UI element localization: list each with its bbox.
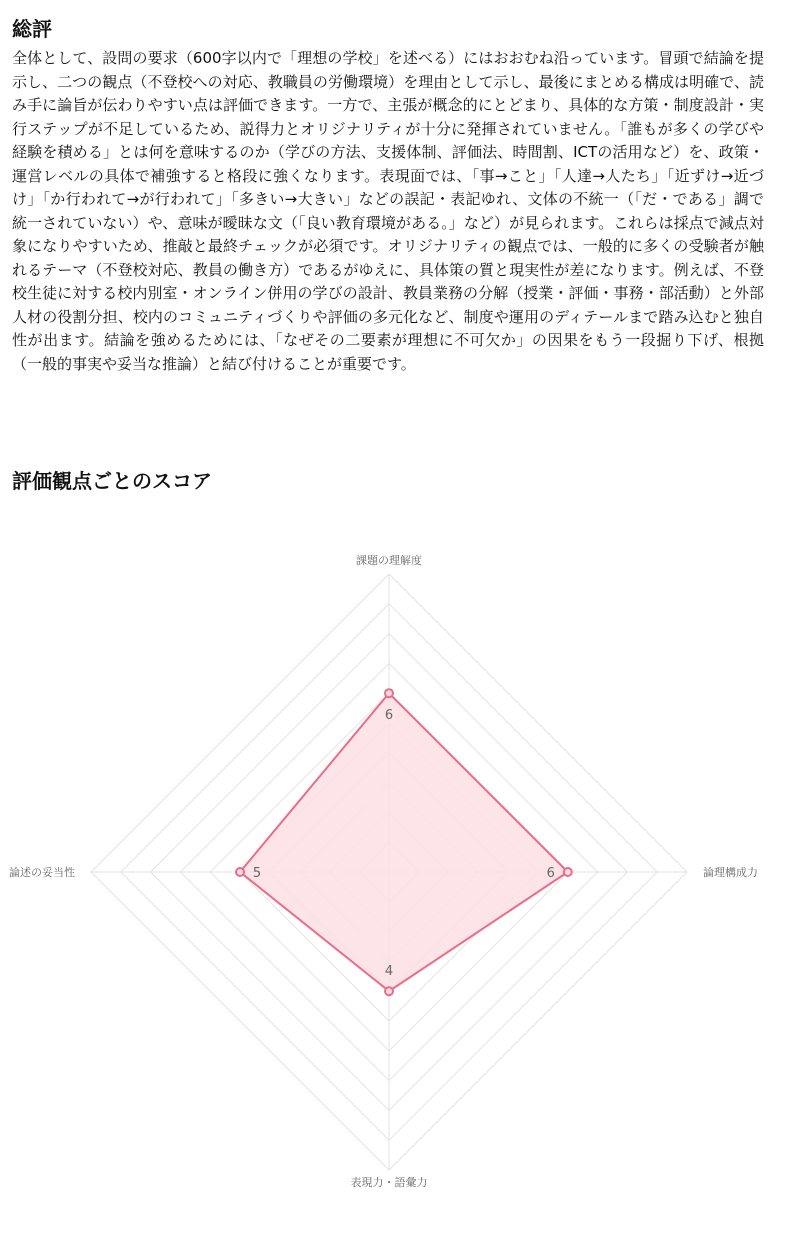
- radar-series-area: [240, 693, 568, 991]
- radar-series: [240, 693, 568, 991]
- summary-section: [12, 14, 764, 376]
- radar-point-top: [385, 689, 393, 697]
- radar-axis-label-bottom: 表現力・語彙力: [350, 1176, 428, 1189]
- radar-chart-svg: [0, 540, 790, 1210]
- radar-axis-label-right: 論理構成力: [703, 866, 758, 879]
- radar-point-bottom: [385, 987, 393, 995]
- radar-chart: [0, 540, 790, 1210]
- radar-point-left: [236, 868, 244, 876]
- radar-value-label-right: 6: [546, 866, 555, 881]
- radar-value-label-top: 6: [384, 708, 394, 724]
- radar-axis-label-top: 課題の理解度: [356, 554, 422, 567]
- score-heading: 評価観点ごとのスコア: [12, 469, 212, 493]
- summary-body: 全体として、設問の要求（600字以内で「理想の学校」を述べる）にはおおむね沿っています。冒頭で結論を提示し、二つの観点（不登校への対応、教職員の労働環境）を理由として示し、最後にまとめる構成は明確で、読み手に論旨が伝わりやすい点は評価できます。一方で、主張が概念的にとどまり、具体的な方策・制度設計・実行ステップが不足しているため、説得力とオリジナリティが十分に発揮されていません。「誰もが多くの学びや経験を積める」とは何を意味するのか（学びの方法、支援体制、評価法、時間割、ICTの活用など）を、政策・運営レベルの具体で補強すると格段に強くなります。表現面では、「事→こと」「人達→人たち」「近ずけ→近づけ」「か行われて→が行われて」「多きい→大きい」などの誤記・表記ゆれ、文体の不統一（「だ・である」調で統一されていない）や、意味が曖昧な文（「良い教育環境がある。」など）が見られます。これらは採点で減点対象になりやすいため、推敲と最終チェックが必須です。オリジナリティの観点では、一般的に多くの受験者が触れるテーマ（不登校対応、教員の働き方）であるがゆえに、具体策の質と現実性が差になります。例えば、不登校生徒に対する校内別室・オンライン併用の学びの設計、教員業務の分解（授業・評価・事務・部活動）と外部人材の役割分担、校内のコミュニティづくりや評価の多元化など、制度や運用のディテールまで踏み込むと独自性が出ます。結論を強めるためには、「なぜその二要素が理想に不可欠か」の因果をもう一段掘り下げ、根拠（一般的事実や妥当な推論）と結び付けることが重要です。: [12, 49, 764, 373]
- radar-axis-label-left: 論述の妥当性: [9, 866, 75, 879]
- radar-point-right: [564, 868, 572, 876]
- radar-value-label-left: 5: [252, 866, 262, 881]
- radar-value-label-bottom: 4: [384, 964, 394, 980]
- summary-heading: 総評: [12, 17, 52, 41]
